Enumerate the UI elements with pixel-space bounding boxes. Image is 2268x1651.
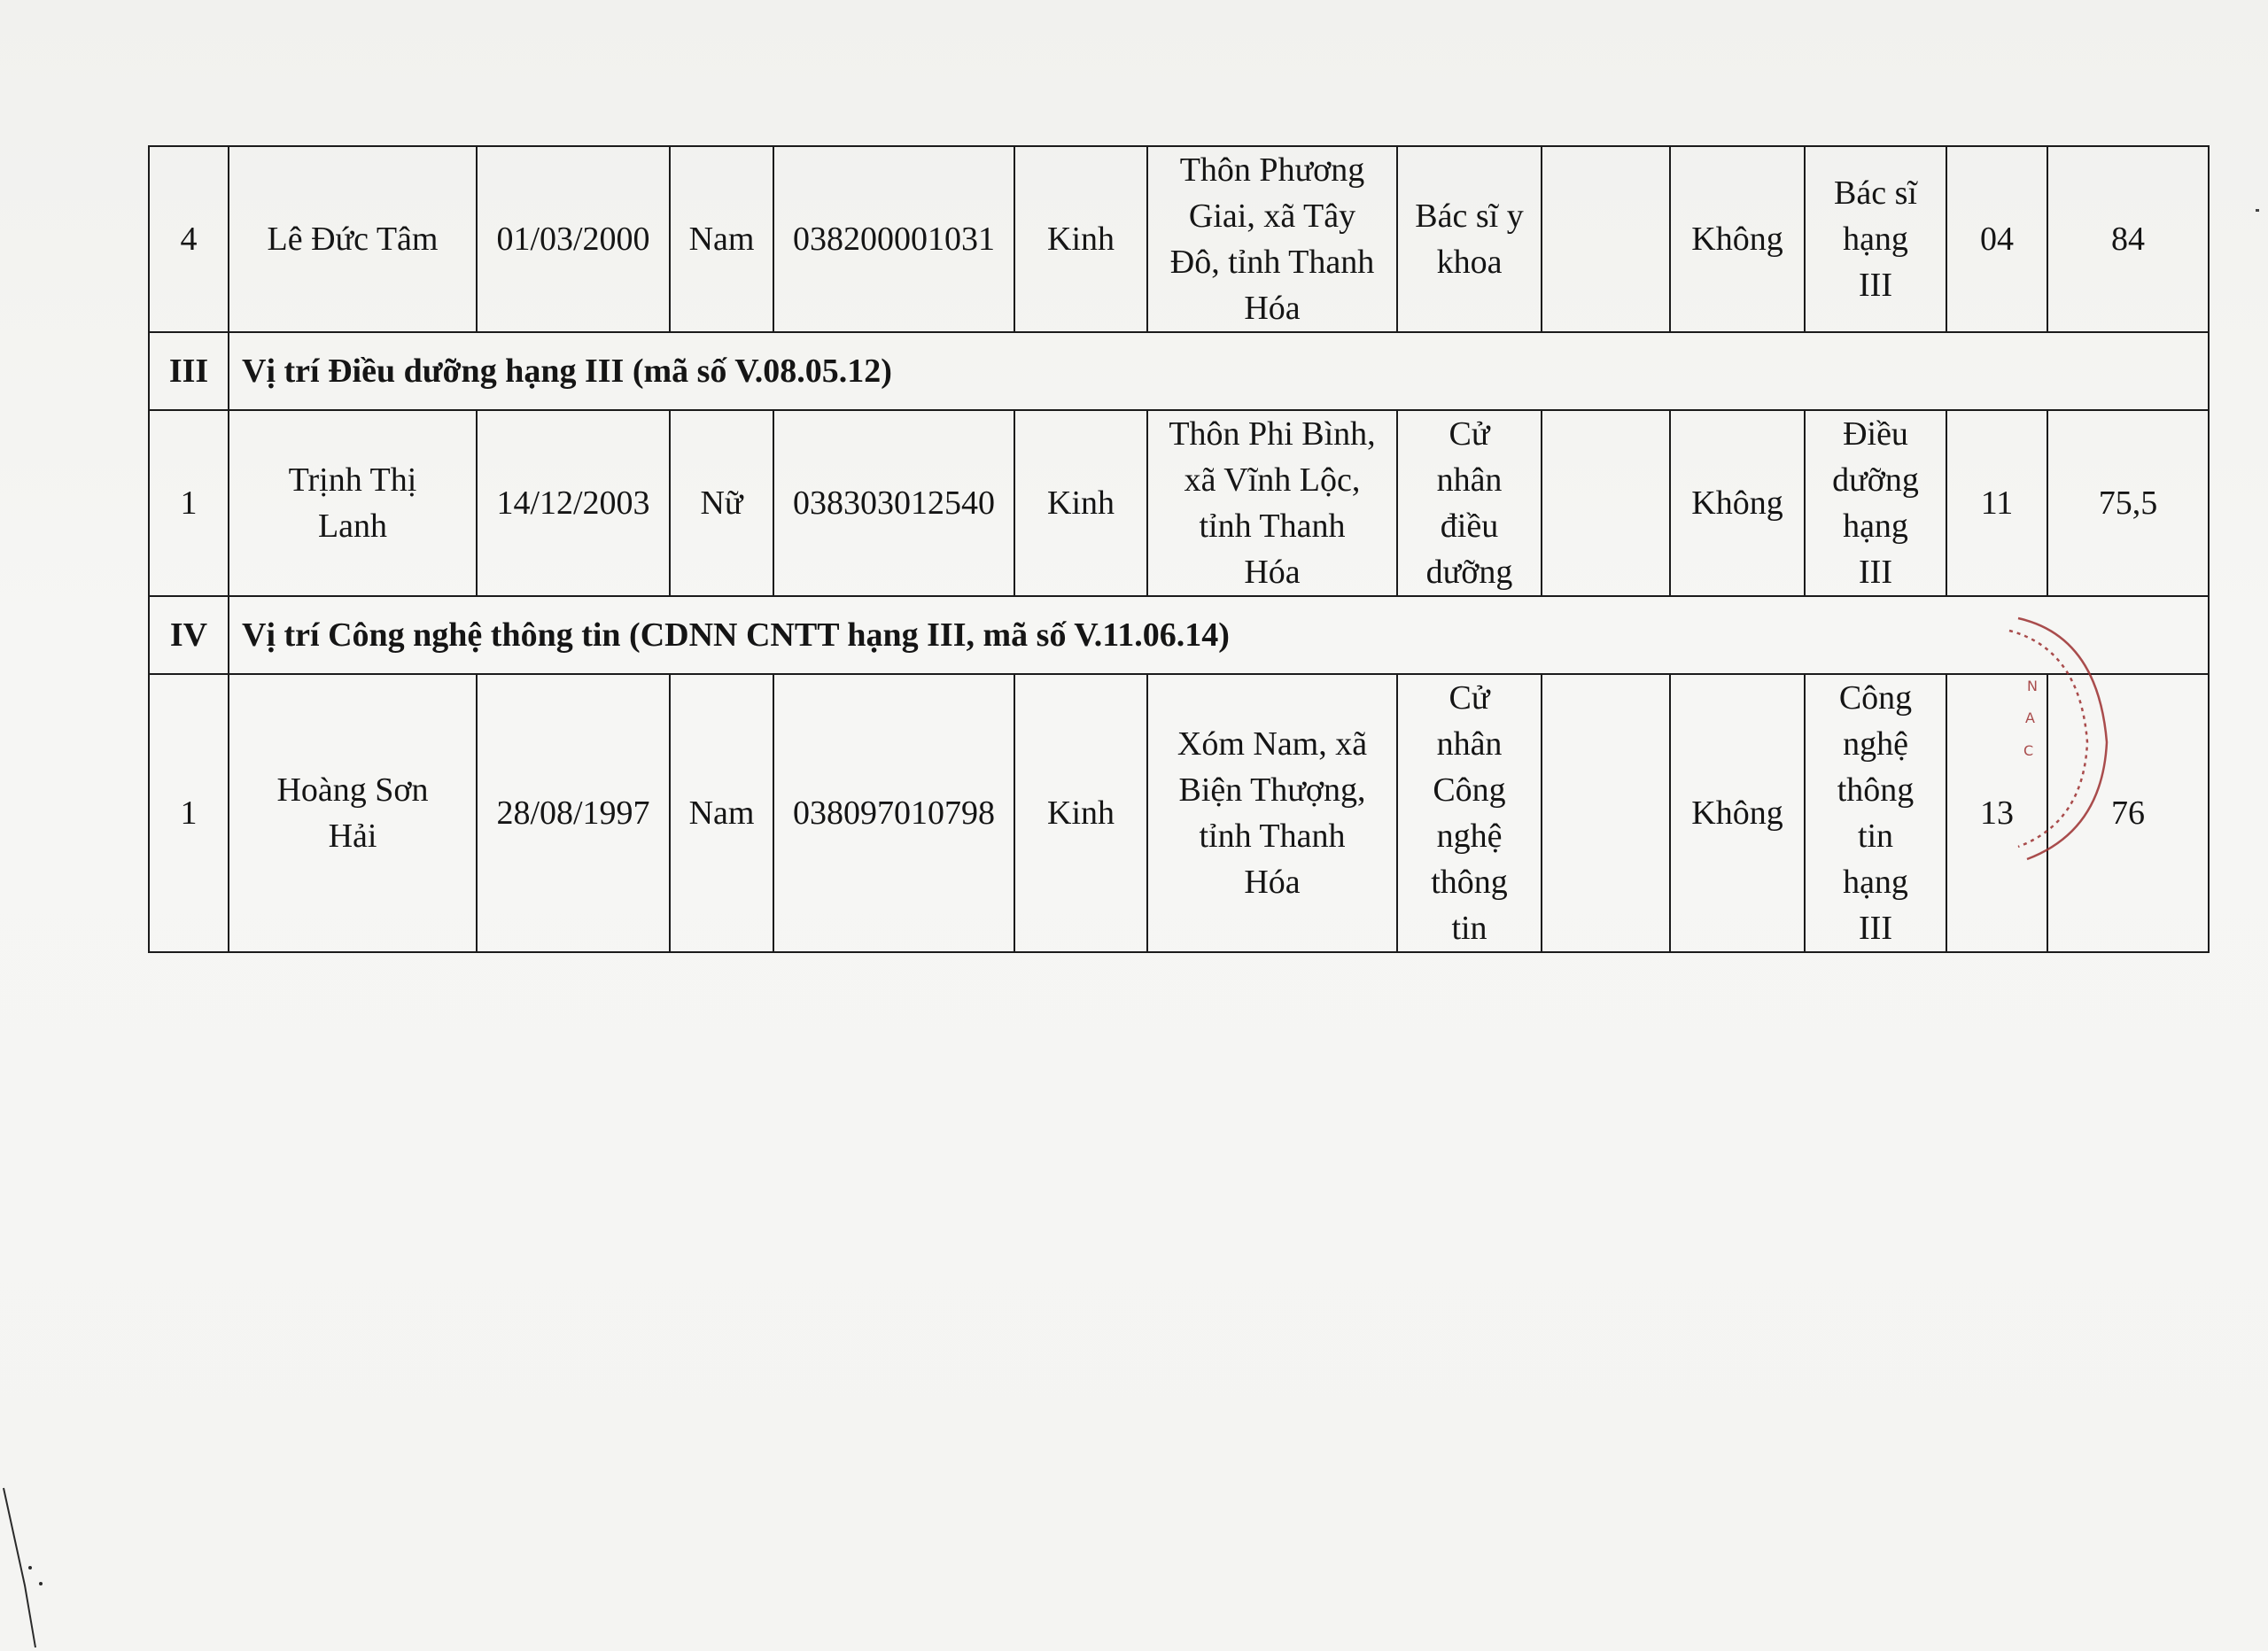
cell-name: Lê Đức Tâm [229,146,477,332]
cell-ethnicity: Kinh [1014,674,1147,952]
cell-stt: 4 [149,146,229,332]
svg-text:N: N [2027,678,2038,694]
cell-gender: Nam [670,674,773,952]
svg-text:C: C [2023,742,2034,759]
cell-degree: Cử nhân điều dưỡng [1397,410,1542,596]
section-header [149,332,2209,410]
cell-score: 75,5 [2047,410,2209,596]
cell-stt: 1 [149,674,229,952]
cell-blank [1542,674,1670,952]
cell-position: Bác sĩ hạng III [1805,146,1946,332]
cell-code: 11 [1946,410,2047,596]
table-row [149,674,2209,952]
cell-degree: Cử nhân Công nghệ thông tin [1397,674,1542,952]
cell-address: Thôn Phương Giai, xã Tây Đô, tỉnh Thanh Hóa [1147,146,1397,332]
cell-priority: Không [1670,674,1805,952]
cell-blank [1542,146,1670,332]
candidate-table [148,145,2210,953]
cell-ethnicity: Kinh [1014,146,1147,332]
cell-priority: Không [1670,410,1805,596]
cell-position: Công nghệ thông tin hạng III [1805,674,1946,952]
cell-id-number: 038303012540 [773,410,1014,596]
cell-position: Điều dưỡng hạng III [1805,410,1946,596]
cell-degree: Bác sĩ y khoa [1397,146,1542,332]
cell-name: Trịnh Thị Lanh [229,410,477,596]
table-row [149,410,2209,596]
section-title: Vị trí Điều dưỡng hạng III (mã số V.08.05.12) [229,332,2209,410]
scan-mark [0,1470,71,1651]
cell-id-number: 038200001031 [773,146,1014,332]
cell-gender: Nữ [670,410,773,596]
table-row [149,146,2209,332]
section-title: Vị trí Công nghệ thông tin (CDNN CNTT hạng III, mã số V.11.06.14) [229,596,2209,674]
svg-text:A: A [2025,709,2035,726]
cell-address: Thôn Phi Bình, xã Vĩnh Lộc, tỉnh Thanh Hóa [1147,410,1397,596]
cell-blank [1542,410,1670,596]
cell-gender: Nam [670,146,773,332]
cell-ethnicity: Kinh [1014,410,1147,596]
cell-dob: 01/03/2000 [477,146,670,332]
cell-score: 84 [2047,146,2209,332]
section-number: III [149,332,229,410]
section-header [149,596,2209,674]
scan-dot [2256,209,2259,212]
cell-score: 76 [2047,674,2209,952]
cell-code: 13 [1946,674,2047,952]
cell-dob: 14/12/2003 [477,410,670,596]
cell-name: Hoàng Sơn Hải [229,674,477,952]
cell-address: Xóm Nam, xã Biện Thượng, tỉnh Thanh Hóa [1147,674,1397,952]
cell-priority: Không [1670,146,1805,332]
section-number: IV [149,596,229,674]
cell-code: 04 [1946,146,2047,332]
cell-id-number: 038097010798 [773,674,1014,952]
cell-dob: 28/08/1997 [477,674,670,952]
cell-stt: 1 [149,410,229,596]
